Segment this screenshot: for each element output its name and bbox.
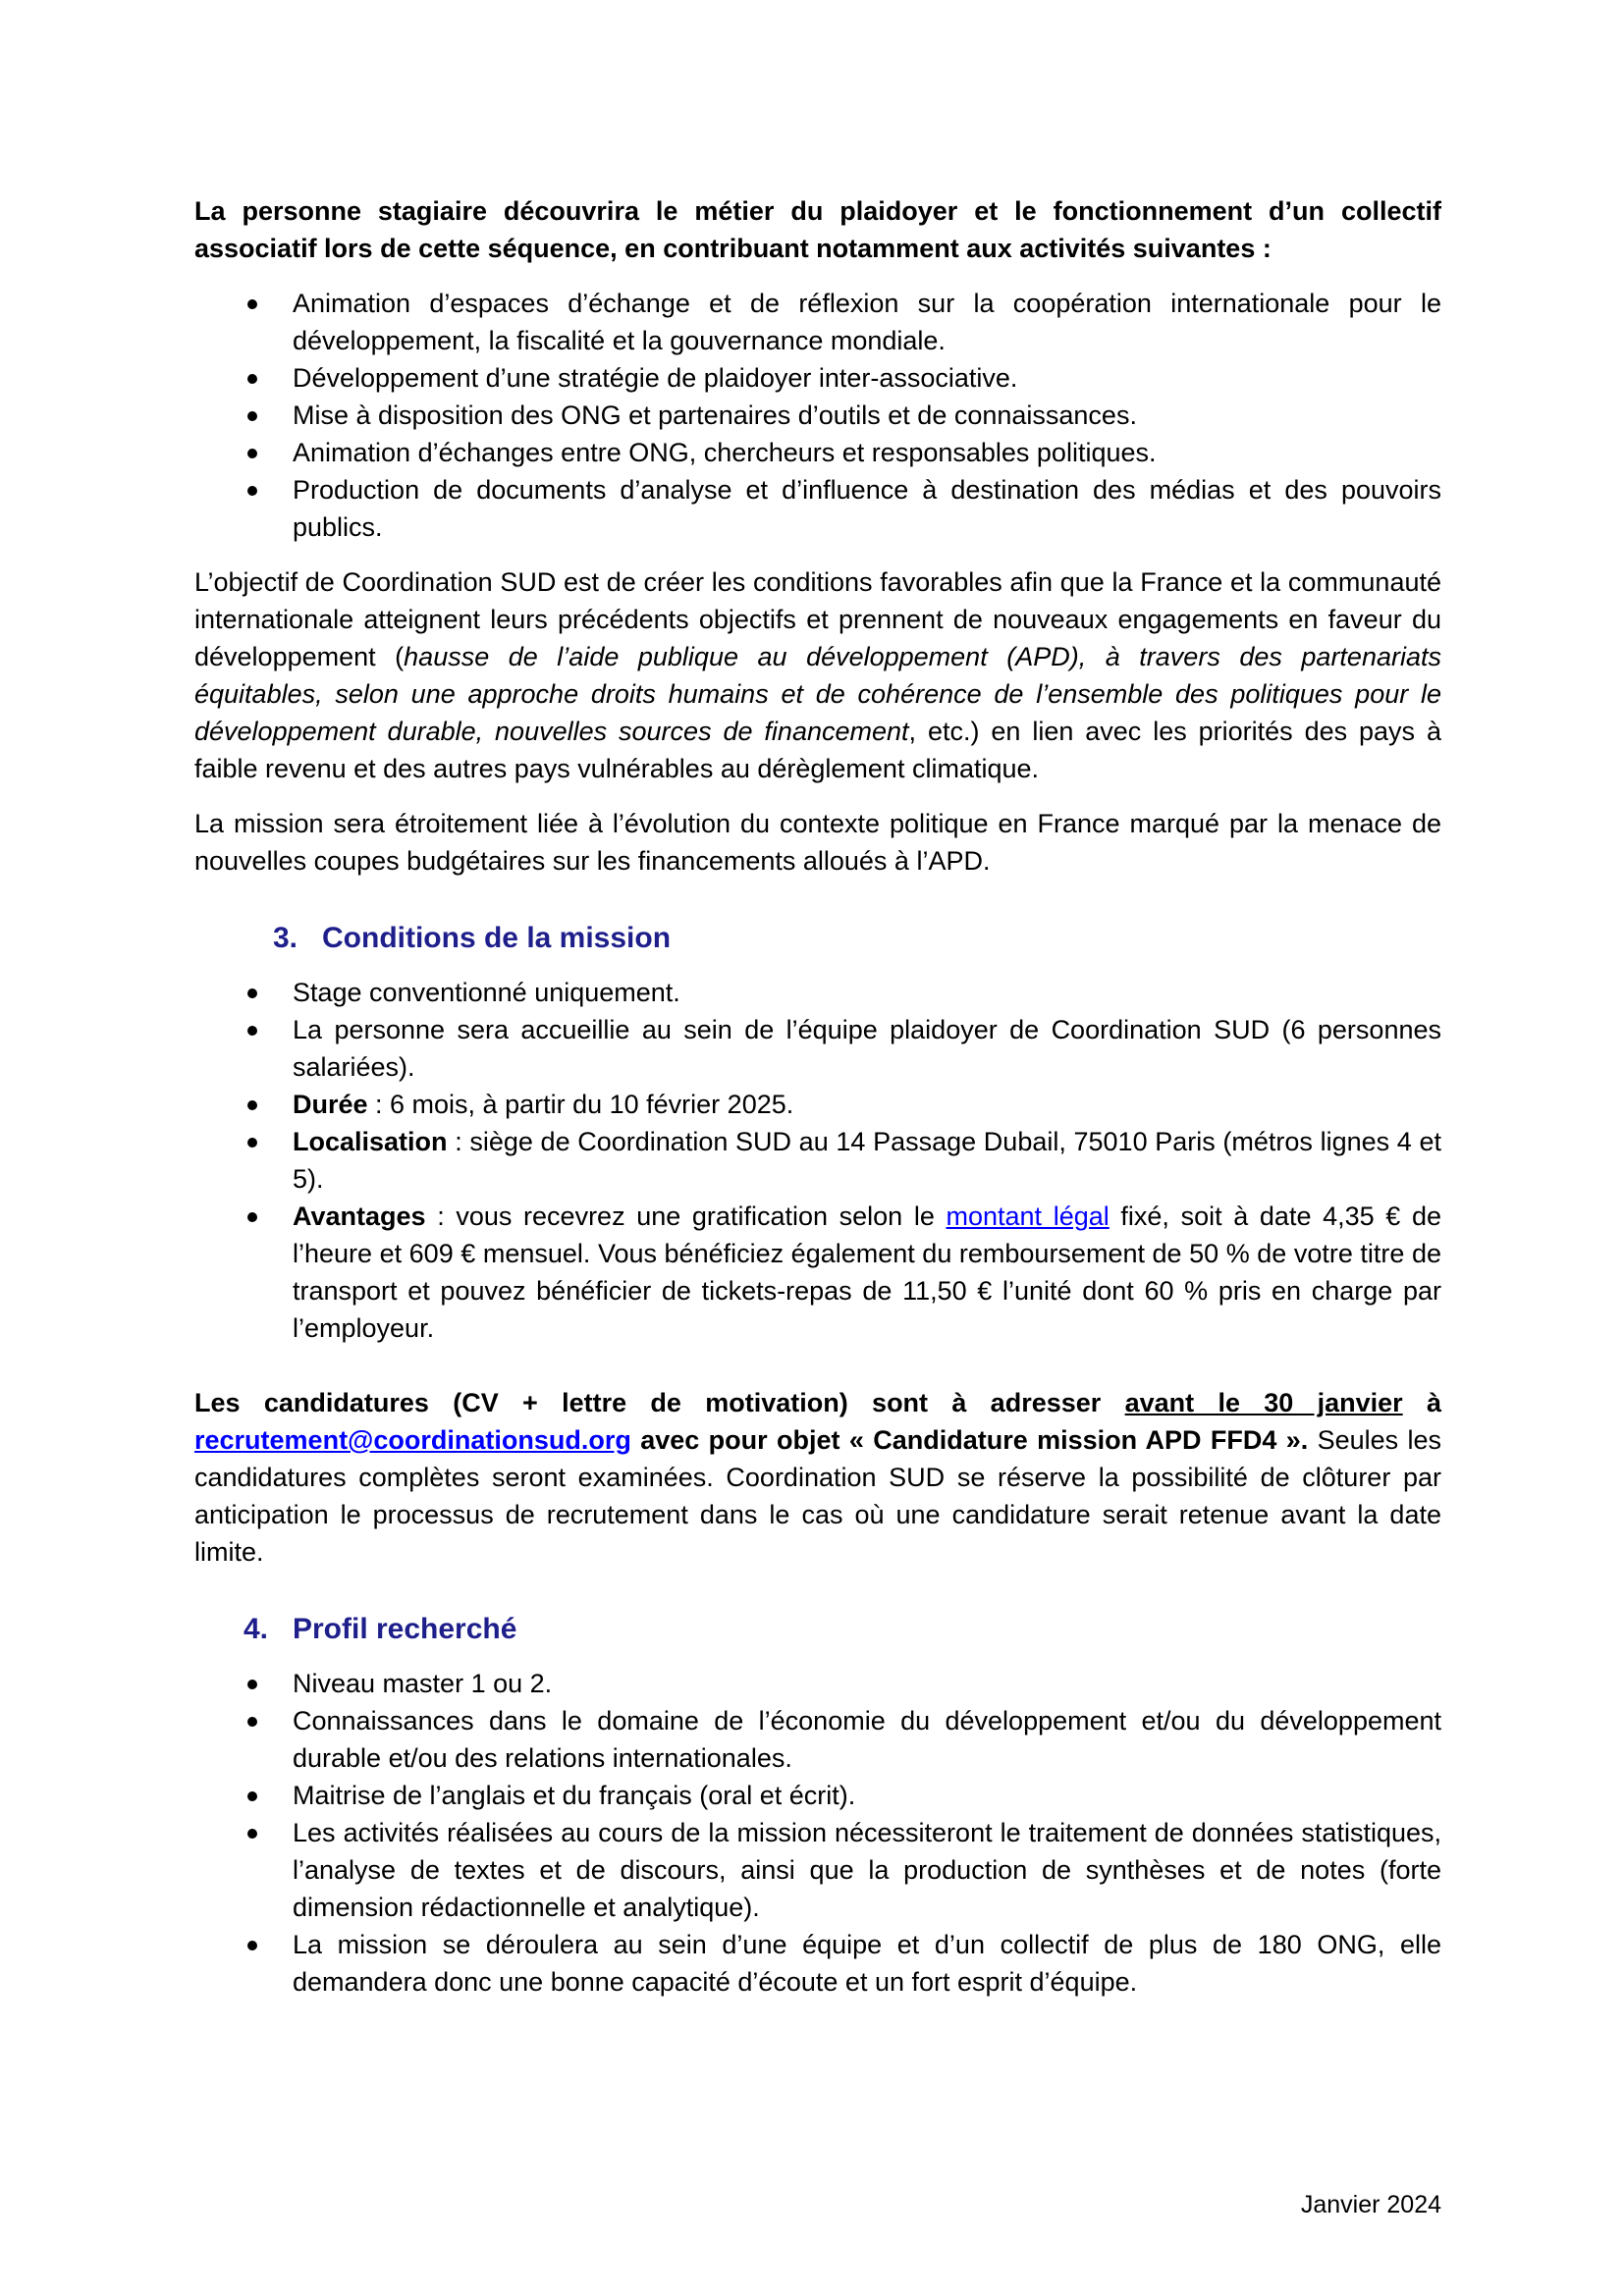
list-item: Niveau master 1 ou 2.	[194, 1665, 1441, 1702]
list-item: Stage conventionné uniquement.	[194, 974, 1441, 1011]
list-item: Localisation : siège de Coordination SUD au 14 Passage Dubail, 75010 Paris (métros lignes 4 et 5).	[194, 1123, 1441, 1198]
section-3-heading: 3. Conditions de la mission	[273, 922, 672, 954]
list-item: Maitrise de l’anglais et du français (oral et écrit).	[194, 1777, 1441, 1814]
document-page	[194, 192, 1441, 2018]
list-item: Animation d’échanges entre ONG, chercheurs et responsables politiques.	[194, 434, 1441, 471]
bullet-icon	[247, 1138, 257, 1148]
bullet-icon	[247, 411, 257, 421]
footer-date: Janvier 2024	[1300, 2191, 1441, 2218]
list-item: Avantages : vous recevrez une gratification selon le montant légal fixé, soit à date 4,35 € de l’heure et 609 € mensuel. Vous bénéficiez également du remboursement de 50 % de votre titre de transport et pouvez bénéficier de tickets-repas de 11,50 € l’unité dont 60 % pris en charge par l’employeur.	[194, 1198, 1441, 1347]
bullet-icon	[247, 1791, 257, 1801]
list-item: Animation d’espaces d’échange et de réflexion sur la coopération internationale pour le développement, la fiscalité et la gouvernance mondiale.	[194, 285, 1441, 359]
bullet-icon	[247, 1026, 257, 1036]
list-item: Durée : 6 mois, à partir du 10 février 2025.	[194, 1086, 1441, 1123]
bullet-icon	[247, 1941, 257, 1950]
list-item: Les activités réalisées au cours de la mission nécessiteront le traitement de données statistiques, l’analyse de textes et de discours, ainsi que la production de synthèses et de notes (forte dimension rédactionnelle et analytique).	[194, 1814, 1441, 1926]
list-item: La mission se déroulera au sein d’une équipe et d’un collectif de plus de 180 ONG, elle demandera donc une bonne capacité d’écoute et un fort esprit d’équipe.	[194, 1926, 1441, 2001]
montant-legal-link[interactable]: montant légal	[946, 1201, 1110, 1231]
activities-list	[194, 285, 1441, 546]
section-4-heading: 4. Profil recherché	[244, 1613, 517, 1645]
bullet-icon	[247, 1100, 257, 1110]
list-item: Connaissances dans le domaine de l’économie du développement et/ou du développement durable et/ou des relations internationales.	[194, 1702, 1441, 1777]
bullet-icon	[247, 1717, 257, 1727]
bullet-icon	[247, 299, 257, 309]
profile-list	[194, 1665, 1441, 2001]
objective-paragraph: L’objectif de Coordination SUD est de créer les conditions favorables afin que la France et la communauté internationale atteignent leurs précédents objectifs et prennent de nouveaux engagements en faveur du développement (hausse de l’aide publique au développement (APD), à travers des partenariats équitables, selon une approche droits humains et de cohérence de l’ensemble des politiques pour le développement durable, nouvelles sources de financement, etc.) en lien avec les priorités des pays à faible revenu et des autres pays vulnérables au dérèglement climatique.	[194, 567, 1441, 783]
bullet-icon	[247, 1829, 257, 1839]
bullet-icon	[247, 988, 257, 998]
list-item: Développement d’une stratégie de plaidoyer inter-associative.	[194, 359, 1441, 397]
list-item: Production de documents d’analyse et d’influence à destination des médias et des pouvoirs publics.	[194, 471, 1441, 546]
bullet-icon	[247, 1212, 257, 1222]
recruitment-email-link[interactable]: recrutement@coordinationsud.org	[194, 1425, 631, 1455]
context-paragraph: La mission sera étroitement liée à l’évolution du contexte politique en France marqué par la menace de nouvelles coupes budgétaires sur les financements alloués à l’APD.	[194, 809, 1441, 876]
list-item: Mise à disposition des ONG et partenaires d’outils et de connaissances.	[194, 397, 1441, 434]
intro-lead: La personne stagiaire découvrira le métier du plaidoyer et le fonctionnement d’un collectif associatif lors de cette séquence, en contribuant notamment aux activités suivantes :	[194, 196, 1441, 263]
conditions-list	[194, 974, 1441, 1347]
bullet-icon	[247, 449, 257, 458]
bullet-icon	[247, 374, 257, 384]
bullet-icon	[247, 486, 257, 496]
bullet-icon	[247, 1680, 257, 1689]
list-item: La personne sera accueillie au sein de l’équipe plaidoyer de Coordination SUD (6 personnes salariées).	[194, 1011, 1441, 1086]
application-paragraph: Les candidatures (CV + lettre de motivation) sont à adresser avant le 30 janvier à recrutement@coordinationsud.org avec pour objet « Candidature mission APD FFD4 ». Seules les candidatures complètes seront examinées. Coordination SUD se réserve la possibilité de clôturer par anticipation le processus de recrutement dans le cas où une candidature serait retenue avant la date limite.	[194, 1388, 1442, 1567]
